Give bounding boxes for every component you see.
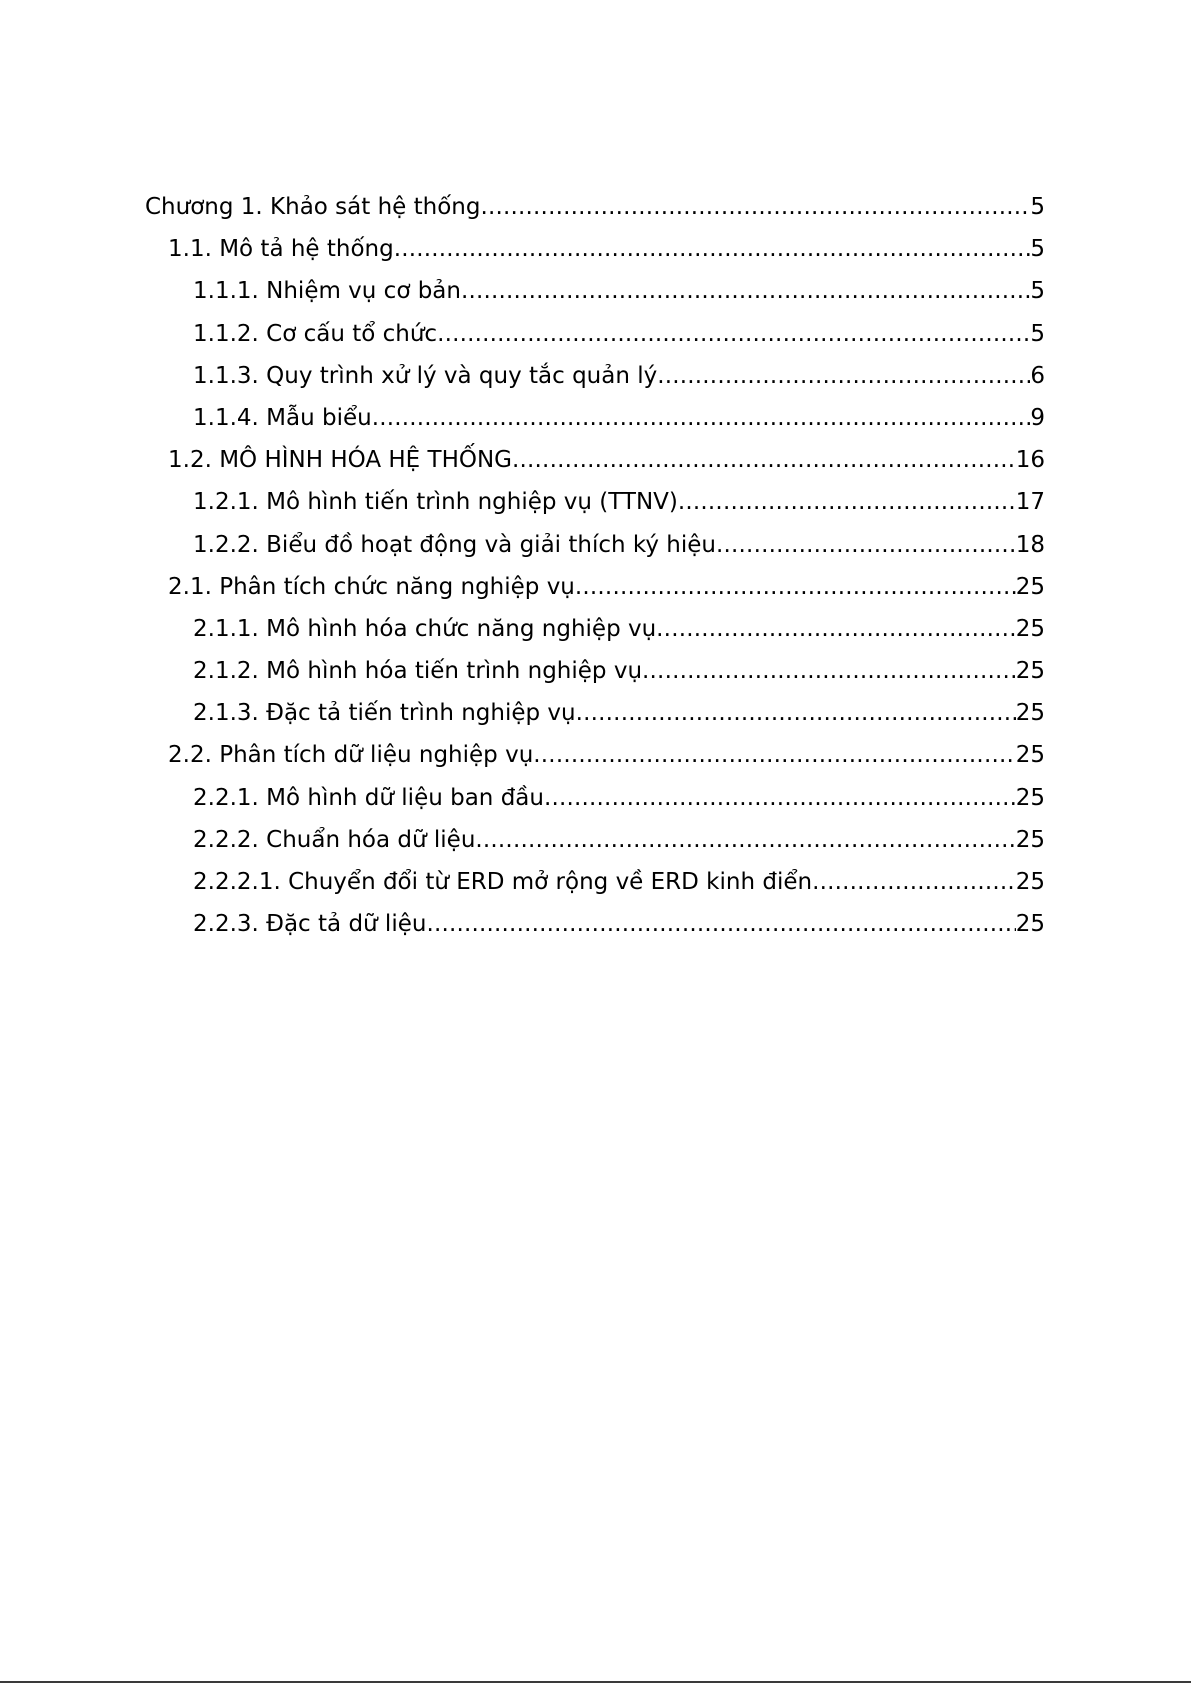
toc-entry-page: 25 <box>1015 911 1045 938</box>
toc-entry[interactable] <box>0 524 1191 566</box>
toc-entry-title: Chương 1. Khảo sát hệ thống <box>145 194 481 220</box>
toc-entry-page: 25 <box>1015 700 1045 727</box>
table-of-contents <box>0 186 1191 945</box>
toc-dot-leader <box>656 608 1016 650</box>
toc-dot-leader <box>812 861 1016 903</box>
toc-entry-page: 5 <box>1030 278 1045 305</box>
toc-dot-leader <box>544 777 1016 819</box>
toc-entry-title: 2.2.3. Đặc tả dữ liệu <box>193 911 427 938</box>
toc-dot-leader <box>461 270 1030 312</box>
toc-entry-title: 2.1.3. Đặc tả tiến trình nghiệp vụ <box>193 700 576 727</box>
toc-entry-page: 6 <box>1030 362 1045 389</box>
toc-entry-title: 2.2.2.1. Chuyển đổi từ ERD mở rộng về ERD kinh điển <box>193 869 813 895</box>
toc-entry-title: 1.1.2. Cơ cấu tổ chức <box>193 320 438 347</box>
toc-dot-leader <box>426 903 1015 945</box>
toc-dot-leader <box>480 186 1030 228</box>
toc-entry-page: 9 <box>1030 404 1045 431</box>
toc-entry-title: 2.2.2. Chuẩn hóa dữ liệu <box>193 826 476 853</box>
toc-entry-title: 1.2. MÔ HÌNH HÓA HỆ THỐNG <box>168 447 513 474</box>
toc-dot-leader <box>678 481 1016 523</box>
toc-entry-page: 25 <box>1015 742 1045 769</box>
toc-entry[interactable] <box>0 186 1191 228</box>
toc-entry[interactable] <box>0 692 1191 734</box>
toc-entry-page: 25 <box>1015 826 1045 853</box>
toc-entry-title: 2.1. Phân tích chức năng nghiệp vụ <box>168 573 575 600</box>
toc-entry[interactable] <box>0 355 1191 397</box>
toc-entry-page: 25 <box>1015 784 1045 811</box>
toc-dot-leader <box>533 734 1015 776</box>
toc-entry-title: 1.1.3. Quy trình xử lý và quy tắc quản lý <box>193 362 658 389</box>
toc-entry[interactable] <box>0 777 1191 819</box>
toc-dot-leader <box>512 439 1016 481</box>
toc-entry[interactable] <box>0 439 1191 481</box>
toc-entry-page: 5 <box>1030 320 1045 347</box>
toc-entry-page: 5 <box>1030 236 1045 263</box>
toc-entry[interactable] <box>0 734 1191 776</box>
toc-entry[interactable] <box>0 650 1191 692</box>
toc-entry-title: 1.1. Mô tả hệ thống <box>168 236 394 263</box>
toc-entry-page: 18 <box>1015 531 1045 558</box>
toc-entry[interactable] <box>0 608 1191 650</box>
toc-entry-page: 5 <box>1030 194 1045 220</box>
toc-entry-title: 2.2. Phân tích dữ liệu nghiệp vụ <box>168 742 534 769</box>
toc-entry-title: 1.2.1. Mô hình tiến trình nghiệp vụ (TTNV) <box>193 489 678 516</box>
toc-entry[interactable] <box>0 861 1191 903</box>
toc-dot-leader <box>372 397 1031 439</box>
page-bottom-edge <box>0 1681 1191 1683</box>
toc-dot-leader <box>394 228 1031 270</box>
toc-entry[interactable] <box>0 270 1191 312</box>
toc-dot-leader <box>716 524 1016 566</box>
toc-entry[interactable] <box>0 313 1191 355</box>
toc-dot-leader <box>437 313 1030 355</box>
toc-entry-title: 1.2.2. Biểu đồ hoạt động và giải thích ký hiệu <box>193 531 717 558</box>
toc-entry[interactable] <box>0 481 1191 523</box>
toc-entry-page: 25 <box>1015 615 1045 642</box>
toc-entry-page: 25 <box>1015 573 1045 600</box>
toc-entry-title: 1.1.1. Nhiệm vụ cơ bản <box>193 278 461 305</box>
toc-entry[interactable] <box>0 397 1191 439</box>
toc-entry[interactable] <box>0 566 1191 608</box>
toc-entry[interactable] <box>0 903 1191 945</box>
toc-entry-page: 25 <box>1015 869 1045 895</box>
toc-dot-leader <box>642 650 1016 692</box>
toc-entry[interactable] <box>0 819 1191 861</box>
toc-dot-leader <box>576 692 1016 734</box>
toc-entry-page: 25 <box>1015 658 1045 685</box>
toc-entry-page: 16 <box>1015 447 1045 474</box>
toc-dot-leader <box>575 566 1016 608</box>
toc-entry-page: 17 <box>1015 489 1045 516</box>
toc-entry-title: 2.2.1. Mô hình dữ liệu ban đầu <box>193 784 544 811</box>
toc-entry-title: 2.1.2. Mô hình hóa tiến trình nghiệp vụ <box>193 658 643 685</box>
toc-entry-title: 1.1.4. Mẫu biểu <box>193 404 372 431</box>
toc-entry[interactable] <box>0 228 1191 270</box>
toc-entry-title: 2.1.1. Mô hình hóa chức năng nghiệp vụ <box>193 615 657 642</box>
toc-dot-leader <box>475 819 1015 861</box>
toc-dot-leader <box>657 355 1030 397</box>
